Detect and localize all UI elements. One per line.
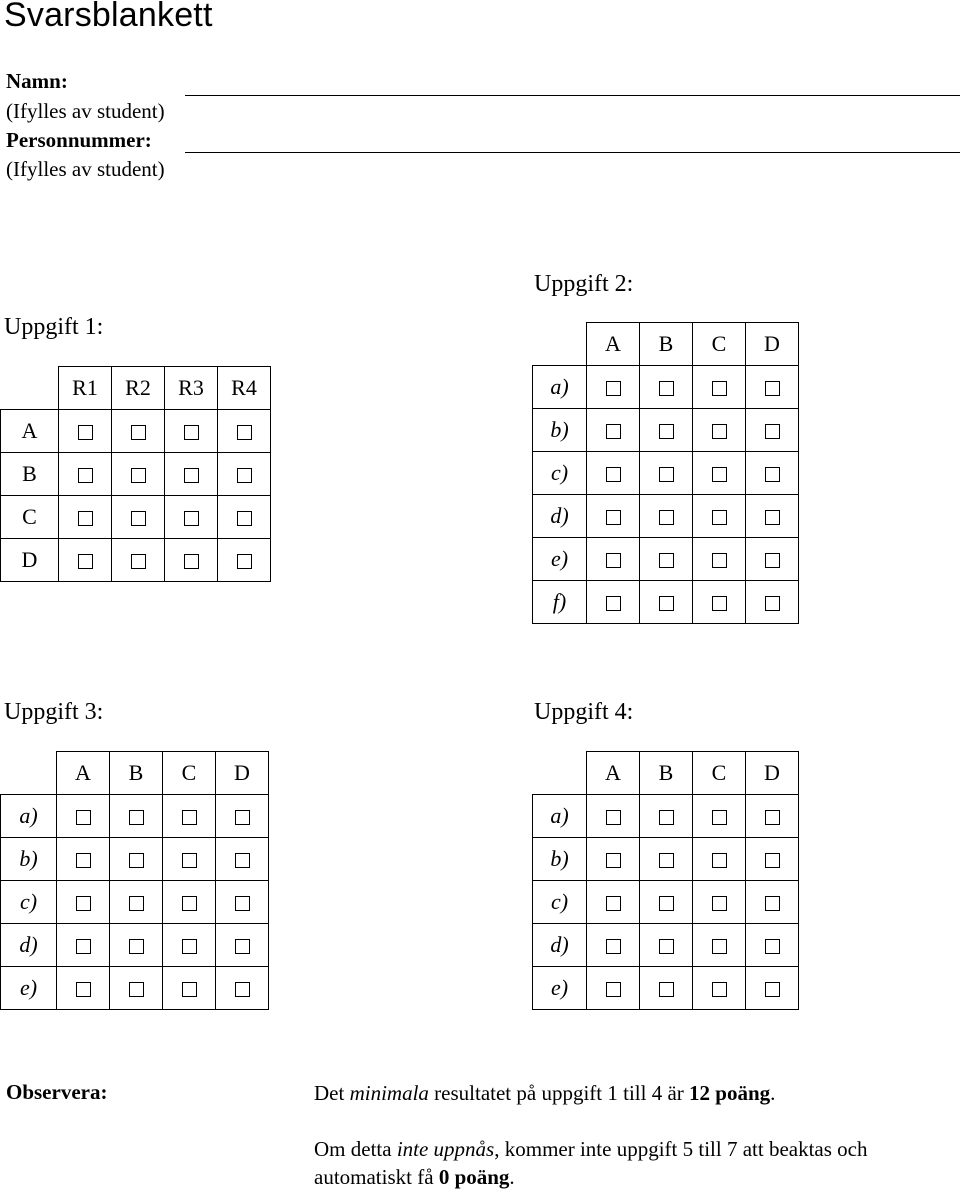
answer-cell — [693, 581, 746, 624]
answer-cell — [746, 452, 799, 495]
answer-checkbox[interactable] — [184, 511, 199, 526]
answer-cell — [587, 495, 640, 538]
answer-checkbox[interactable] — [184, 425, 199, 440]
answer-checkbox[interactable] — [76, 810, 91, 825]
answer-cell — [587, 409, 640, 452]
answer-checkbox[interactable] — [237, 468, 252, 483]
task-4-grid — [532, 751, 799, 1010]
answer-checkbox[interactable] — [129, 810, 144, 825]
answer-cell — [57, 881, 110, 924]
answer-checkbox[interactable] — [606, 810, 621, 825]
grid-corner — [1, 752, 57, 795]
answer-checkbox[interactable] — [712, 381, 727, 396]
task-3-grid — [0, 751, 269, 1010]
answer-checkbox[interactable] — [182, 982, 197, 997]
answer-checkbox[interactable] — [237, 511, 252, 526]
row-label: c) — [533, 881, 587, 924]
answer-cell — [165, 410, 218, 453]
row-label: A — [1, 410, 59, 453]
answer-checkbox[interactable] — [131, 554, 146, 569]
answer-checkbox[interactable] — [235, 982, 250, 997]
answer-cell — [640, 795, 693, 838]
answer-cell — [57, 795, 110, 838]
answer-cell — [218, 410, 271, 453]
answer-cell — [163, 795, 216, 838]
answer-checkbox[interactable] — [659, 596, 674, 611]
column-header-b: B — [640, 323, 693, 366]
answer-cell — [693, 409, 746, 452]
row-label: e) — [533, 538, 587, 581]
answer-cell — [746, 795, 799, 838]
row-label: b) — [533, 409, 587, 452]
answer-checkbox[interactable] — [235, 853, 250, 868]
table-row — [533, 581, 799, 624]
answer-checkbox[interactable] — [606, 939, 621, 954]
answer-checkbox[interactable] — [129, 896, 144, 911]
answer-cell — [640, 924, 693, 967]
column-header-a: A — [587, 752, 640, 795]
table-row — [533, 924, 799, 967]
answer-cell — [216, 924, 269, 967]
answer-checkbox[interactable] — [184, 554, 199, 569]
answer-checkbox[interactable] — [712, 853, 727, 868]
answer-checkbox[interactable] — [712, 896, 727, 911]
answer-checkbox[interactable] — [606, 424, 621, 439]
grid-corner — [1, 367, 59, 410]
answer-checkbox[interactable] — [712, 467, 727, 482]
answer-cell — [693, 538, 746, 581]
answer-cell — [693, 795, 746, 838]
answer-checkbox[interactable] — [712, 553, 727, 568]
column-header-d: D — [216, 752, 269, 795]
row-label: a) — [533, 366, 587, 409]
table-row — [1, 967, 269, 1010]
answer-cell — [216, 881, 269, 924]
answer-checkbox[interactable] — [765, 939, 780, 954]
answer-cell — [57, 967, 110, 1010]
row-label: c) — [533, 452, 587, 495]
answer-checkbox[interactable] — [131, 425, 146, 440]
personnummer-field[interactable] — [185, 152, 960, 153]
answer-checkbox[interactable] — [659, 381, 674, 396]
name-label: Namn: — [6, 69, 68, 93]
task-2-heading: Uppgift 2: — [534, 271, 634, 297]
row-label: a) — [1, 795, 57, 838]
answer-checkbox[interactable] — [606, 896, 621, 911]
answer-checkbox[interactable] — [606, 467, 621, 482]
task-2-grid — [532, 322, 799, 624]
answer-checkbox[interactable] — [659, 424, 674, 439]
table-row — [533, 409, 799, 452]
answer-checkbox[interactable] — [712, 982, 727, 997]
observe-label: Observera: — [6, 1080, 108, 1104]
answer-cell — [693, 881, 746, 924]
row-label: e) — [533, 967, 587, 1010]
answer-checkbox[interactable] — [235, 896, 250, 911]
row-label: d) — [1, 924, 57, 967]
answer-cell — [59, 539, 112, 582]
answer-cell — [587, 538, 640, 581]
answer-cell — [112, 539, 165, 582]
row-label: b) — [533, 838, 587, 881]
answer-checkbox[interactable] — [129, 853, 144, 868]
row-label: a) — [533, 795, 587, 838]
answer-cell — [165, 496, 218, 539]
task-1-grid — [0, 366, 271, 582]
answer-checkbox[interactable] — [606, 982, 621, 997]
answer-checkbox[interactable] — [606, 381, 621, 396]
answer-checkbox[interactable] — [237, 554, 252, 569]
answer-checkbox[interactable] — [606, 553, 621, 568]
answer-cell — [57, 924, 110, 967]
table-row — [1, 881, 269, 924]
answer-cell — [110, 838, 163, 881]
answer-checkbox[interactable] — [712, 596, 727, 611]
answer-cell — [640, 538, 693, 581]
answer-checkbox[interactable] — [659, 853, 674, 868]
answer-cell — [746, 838, 799, 881]
table-row — [1, 410, 271, 453]
answer-checkbox[interactable] — [606, 853, 621, 868]
answer-checkbox[interactable] — [659, 810, 674, 825]
answer-cell — [640, 452, 693, 495]
answer-checkbox[interactable] — [606, 510, 621, 525]
answer-checkbox[interactable] — [712, 510, 727, 525]
column-header-a: A — [57, 752, 110, 795]
answer-checkbox[interactable] — [765, 424, 780, 439]
table-row — [533, 967, 799, 1010]
table-row — [533, 495, 799, 538]
answer-cell — [587, 967, 640, 1010]
answer-checkbox[interactable] — [76, 982, 91, 997]
answer-checkbox[interactable] — [76, 853, 91, 868]
answer-cell — [587, 838, 640, 881]
answer-cell — [640, 409, 693, 452]
answer-checkbox[interactable] — [235, 810, 250, 825]
answer-cell — [110, 881, 163, 924]
answer-cell — [587, 924, 640, 967]
answer-cell — [163, 967, 216, 1010]
table-row — [1, 539, 271, 582]
answer-checkbox[interactable] — [765, 853, 780, 868]
answer-checkbox[interactable] — [76, 896, 91, 911]
table-row — [533, 795, 799, 838]
column-header-r2: R2 — [112, 367, 165, 410]
answer-checkbox[interactable] — [659, 510, 674, 525]
answer-checkbox[interactable] — [131, 468, 146, 483]
answer-checkbox[interactable] — [712, 810, 727, 825]
table-row — [1, 838, 269, 881]
answer-cell — [693, 838, 746, 881]
row-label: d) — [533, 495, 587, 538]
answer-checkbox[interactable] — [659, 939, 674, 954]
answer-cell — [218, 496, 271, 539]
answer-cell — [587, 795, 640, 838]
name-field[interactable] — [185, 95, 960, 96]
task-4-heading: Uppgift 4: — [534, 699, 634, 725]
answer-checkbox[interactable] — [765, 810, 780, 825]
answer-cell — [163, 838, 216, 881]
answer-cell — [587, 366, 640, 409]
answer-checkbox[interactable] — [237, 425, 252, 440]
row-label: e) — [1, 967, 57, 1010]
answer-cell — [746, 495, 799, 538]
answer-cell — [110, 924, 163, 967]
table-row — [1, 496, 271, 539]
table-row — [1, 453, 271, 496]
answer-checkbox[interactable] — [131, 511, 146, 526]
answer-cell — [218, 453, 271, 496]
answer-checkbox[interactable] — [712, 939, 727, 954]
answer-checkbox[interactable] — [765, 510, 780, 525]
table-row — [533, 838, 799, 881]
answer-cell — [112, 453, 165, 496]
answer-checkbox[interactable] — [182, 853, 197, 868]
answer-cell — [587, 881, 640, 924]
answer-checkbox[interactable] — [78, 511, 93, 526]
page-title: Svarsblankett — [4, 0, 213, 34]
answer-checkbox[interactable] — [182, 939, 197, 954]
answer-cell — [693, 366, 746, 409]
answer-cell — [216, 967, 269, 1010]
answer-checkbox[interactable] — [765, 982, 780, 997]
observe-line-2: Om detta inte uppnås, kommer inte uppgift 5 till 7 att beaktas och — [314, 1137, 868, 1161]
answer-checkbox[interactable] — [765, 467, 780, 482]
answer-cell — [112, 496, 165, 539]
answer-cell — [640, 967, 693, 1010]
observe-line-1: Det minimala resultatet på uppgift 1 till 4 är 12 poäng. — [314, 1081, 776, 1105]
observe-line-3: automatiskt få 0 poäng. — [314, 1165, 515, 1189]
answer-cell — [163, 924, 216, 967]
answer-checkbox[interactable] — [78, 554, 93, 569]
row-label: D — [1, 539, 59, 582]
answer-checkbox[interactable] — [765, 596, 780, 611]
answer-cell — [640, 581, 693, 624]
answer-checkbox[interactable] — [78, 425, 93, 440]
answer-checkbox[interactable] — [235, 939, 250, 954]
answer-cell — [746, 967, 799, 1010]
answer-checkbox[interactable] — [184, 468, 199, 483]
answer-cell — [57, 838, 110, 881]
answer-cell — [746, 881, 799, 924]
column-header-c: C — [693, 323, 746, 366]
column-header-b: B — [640, 752, 693, 795]
answer-cell — [110, 967, 163, 1010]
answer-cell — [163, 881, 216, 924]
column-header-r1: R1 — [59, 367, 112, 410]
answer-cell — [693, 924, 746, 967]
answer-checkbox[interactable] — [78, 468, 93, 483]
table-row — [1, 795, 269, 838]
answer-checkbox[interactable] — [765, 381, 780, 396]
personnummer-hint: (Ifylles av student) — [6, 157, 165, 181]
answer-cell — [746, 924, 799, 967]
answer-cell — [110, 795, 163, 838]
column-header-a: A — [587, 323, 640, 366]
column-header-r3: R3 — [165, 367, 218, 410]
table-row — [533, 538, 799, 581]
answer-cell — [746, 366, 799, 409]
grid-corner — [533, 752, 587, 795]
table-row — [533, 452, 799, 495]
answer-cell — [587, 452, 640, 495]
answer-checkbox[interactable] — [659, 982, 674, 997]
column-header-d: D — [746, 323, 799, 366]
answer-cell — [218, 539, 271, 582]
name-hint: (Ifylles av student) — [6, 99, 165, 123]
table-row — [533, 366, 799, 409]
column-header-r4: R4 — [218, 367, 271, 410]
answer-cell — [746, 409, 799, 452]
answer-cell — [640, 838, 693, 881]
answer-checkbox[interactable] — [129, 939, 144, 954]
answer-checkbox[interactable] — [712, 424, 727, 439]
answer-checkbox[interactable] — [606, 596, 621, 611]
personnummer-label: Personnummer: — [6, 128, 152, 152]
answer-cell — [693, 452, 746, 495]
column-header-b: B — [110, 752, 163, 795]
answer-checkbox[interactable] — [659, 467, 674, 482]
table-row — [533, 881, 799, 924]
table-row — [1, 924, 269, 967]
answer-checkbox[interactable] — [765, 896, 780, 911]
row-label: d) — [533, 924, 587, 967]
task-1-heading: Uppgift 1: — [4, 314, 104, 340]
row-label: f) — [533, 581, 587, 624]
answer-cell — [216, 838, 269, 881]
task-3-heading: Uppgift 3: — [4, 699, 104, 725]
column-header-d: D — [746, 752, 799, 795]
answer-cell — [59, 410, 112, 453]
answer-cell — [112, 410, 165, 453]
answer-cell — [746, 581, 799, 624]
answer-checkbox[interactable] — [765, 553, 780, 568]
answer-checkbox[interactable] — [182, 810, 197, 825]
row-label: b) — [1, 838, 57, 881]
answer-cell — [216, 795, 269, 838]
answer-checkbox[interactable] — [76, 939, 91, 954]
answer-cell — [746, 538, 799, 581]
answer-checkbox[interactable] — [129, 982, 144, 997]
answer-cell — [640, 495, 693, 538]
answer-checkbox[interactable] — [659, 896, 674, 911]
answer-cell — [59, 496, 112, 539]
answer-checkbox[interactable] — [182, 896, 197, 911]
answer-checkbox[interactable] — [659, 553, 674, 568]
row-label: c) — [1, 881, 57, 924]
answer-cell — [640, 881, 693, 924]
column-header-c: C — [693, 752, 746, 795]
row-label: C — [1, 496, 59, 539]
answer-cell — [640, 366, 693, 409]
answer-cell — [59, 453, 112, 496]
grid-corner — [533, 323, 587, 366]
answer-cell — [165, 539, 218, 582]
answer-cell — [165, 453, 218, 496]
row-label: B — [1, 453, 59, 496]
column-header-c: C — [163, 752, 216, 795]
answer-cell — [693, 495, 746, 538]
answer-cell — [587, 581, 640, 624]
answer-cell — [693, 967, 746, 1010]
